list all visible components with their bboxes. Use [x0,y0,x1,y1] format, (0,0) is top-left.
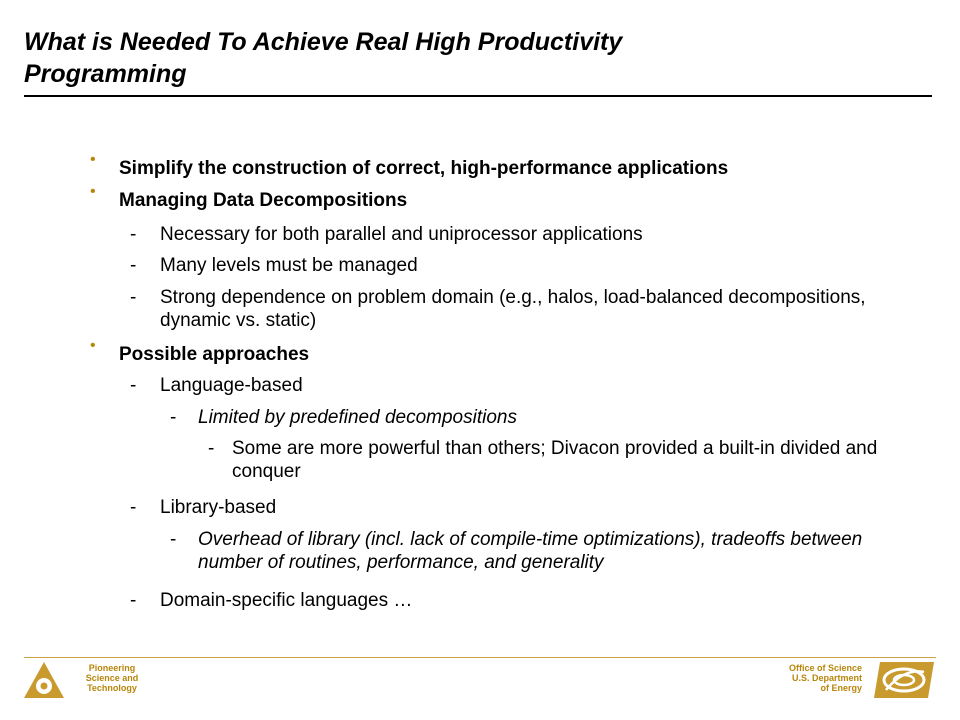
footer-left-line: Technology [87,683,137,693]
sub-item: Library-based [160,497,277,518]
footer-left-line: Science and [85,673,139,683]
bullet-icon: • [90,151,96,168]
footer-left-line: Pioneering [88,663,136,673]
footer-right-line: U.S. Department [791,673,862,683]
sub-sub-sub-item: Some are more powerful than others; Divacon provided a built-in divided and conquer [232,438,878,482]
title-line-1: What is Needed To Achieve Real High Productivity [24,28,623,56]
dash-icon: - [170,407,177,428]
sub-item: Strong dependence on problem domain (e.g., halos, load-balanced decompositions, dynamic vs. static) [160,287,866,331]
footer-right-text [750,663,862,693]
dash-icon: - [130,255,137,276]
dash-icon: - [130,287,137,308]
footer-divider [24,657,936,658]
dash-icon: - [130,497,137,518]
dash-icon: - [130,224,137,245]
sub-item: Necessary for both parallel and uniprocessor applications [160,224,643,245]
dash-icon: - [130,375,137,396]
title-line-2: Programming [24,60,187,88]
sub-item: Many levels must be managed [160,255,418,276]
footer-right-line: Office of Science [788,663,862,673]
bullet-item: Managing Data Decompositions [119,190,408,211]
sub-item: Domain-specific languages … [160,590,413,611]
sub-item: Language-based [160,375,303,396]
pioneering-logo-icon [22,660,66,700]
footer-right-line: of Energy [820,683,862,693]
doe-logo-icon [872,660,936,700]
bullet-item: Possible approaches [119,344,310,365]
sub-sub-item: Limited by predefined decompositions [198,407,517,428]
dash-icon: - [130,590,137,611]
sub-sub-item: Overhead of library (incl. lack of compile-time optimizations), tradeoffs between number of routines, performance, and generality [198,529,863,573]
dash-icon: - [208,438,215,459]
dash-icon: - [170,529,177,550]
bullet-item: Simplify the construction of correct, high-performance applications [119,158,729,179]
bullet-icon: • [90,183,96,200]
bullet-icon: • [90,337,96,354]
footer-left-text [72,663,152,693]
